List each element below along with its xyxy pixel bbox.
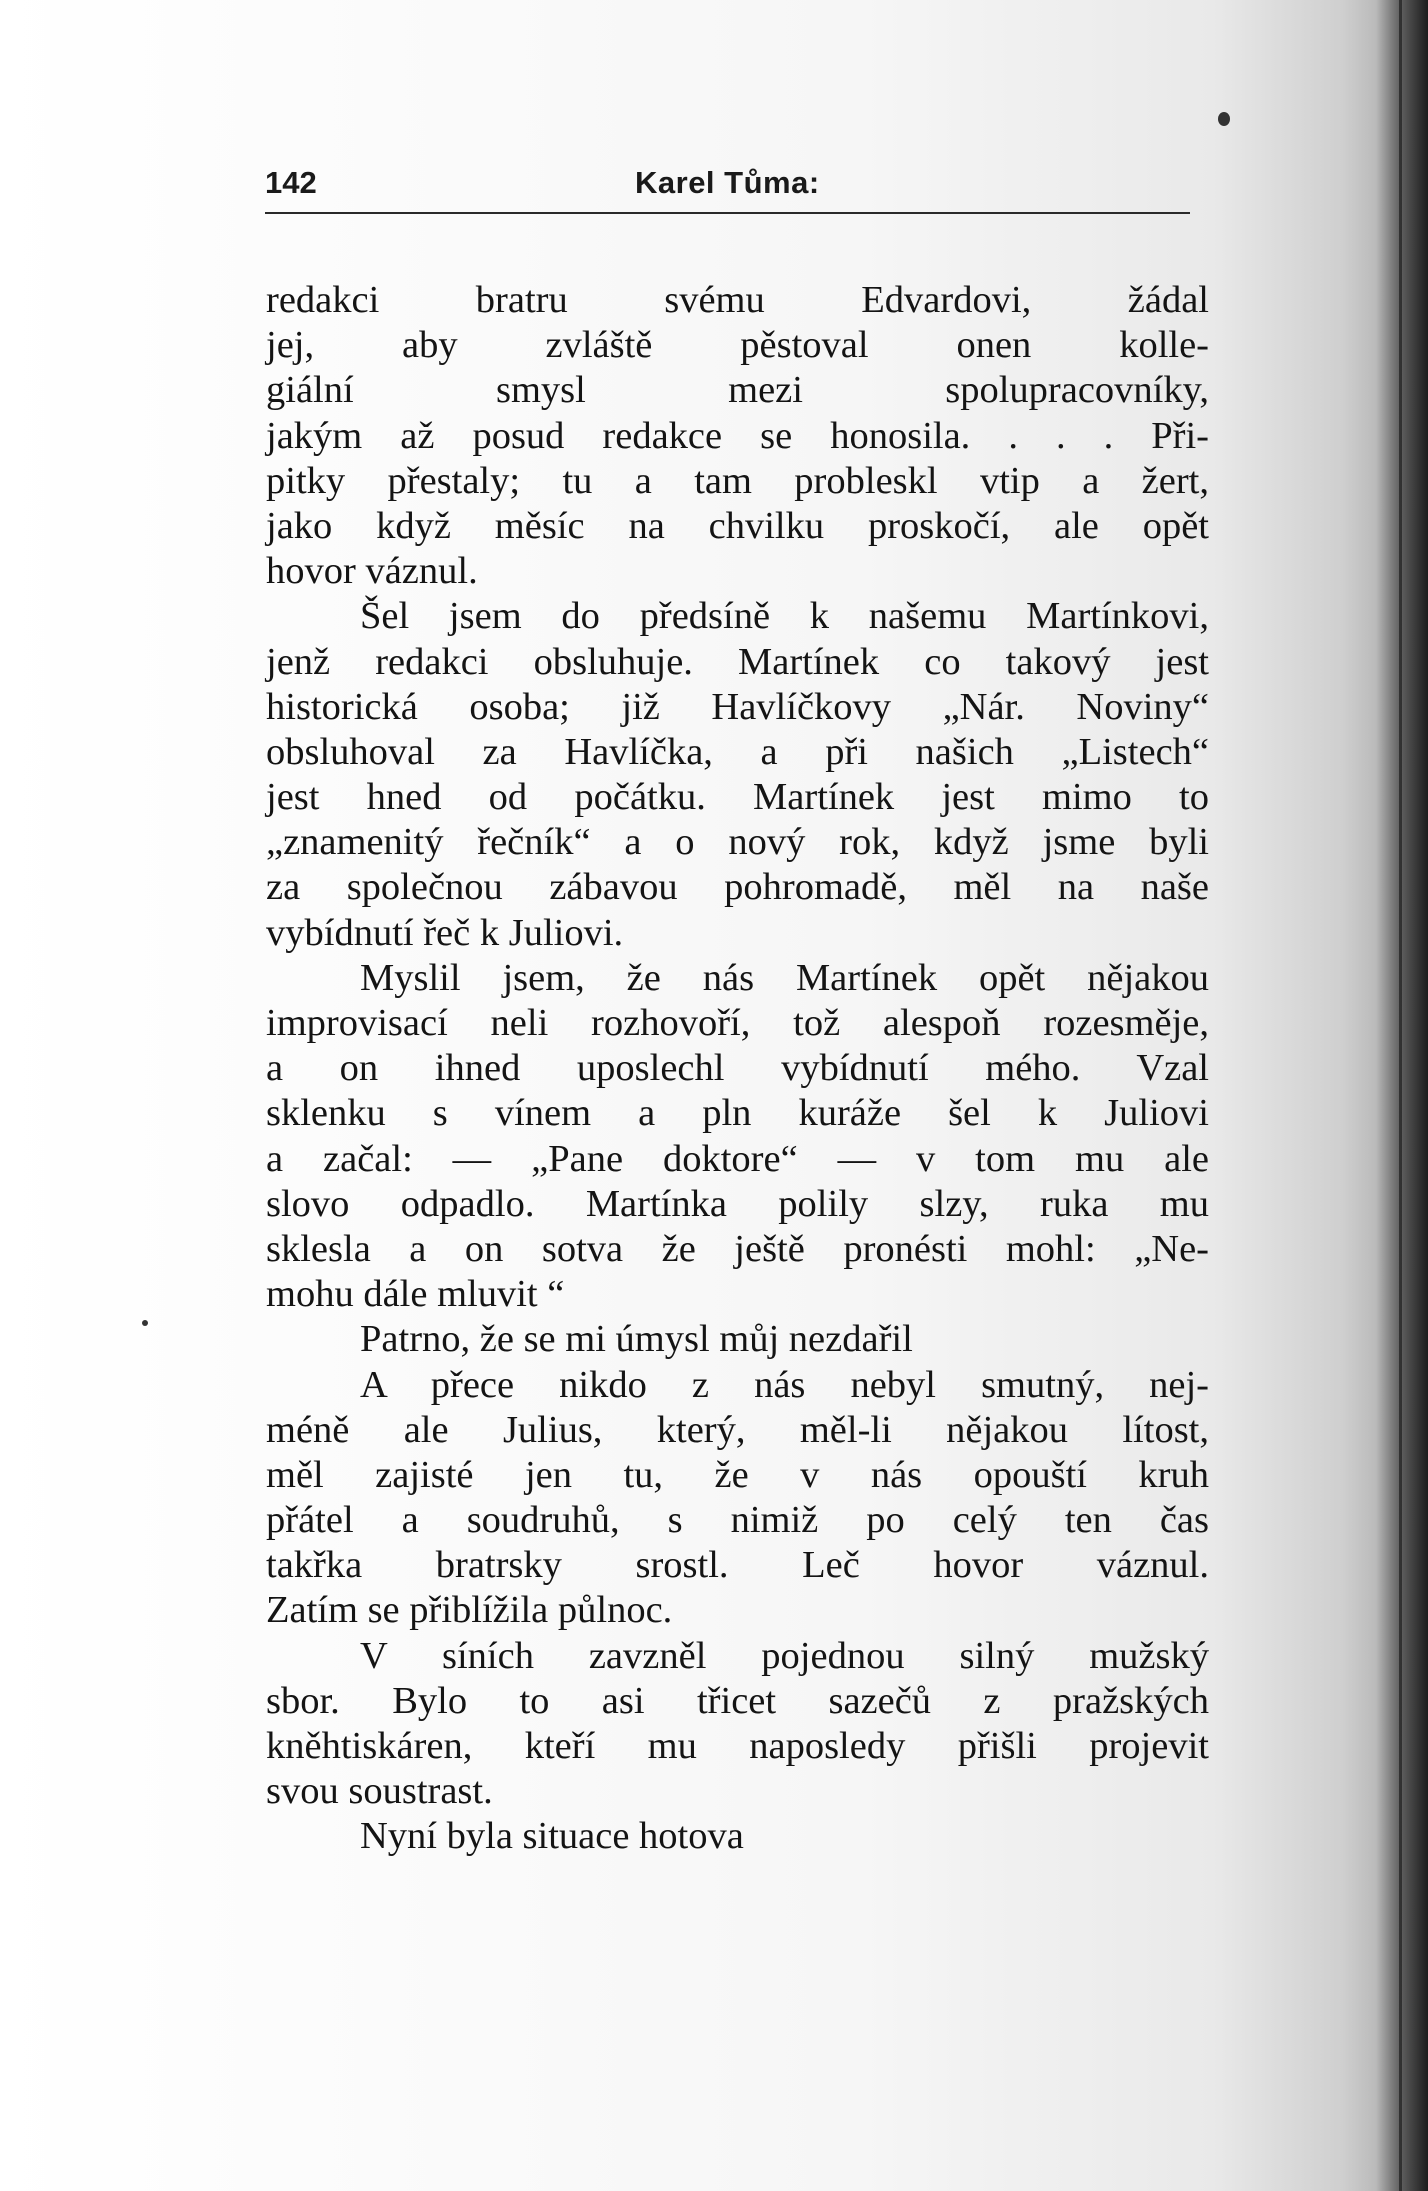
running-header (265, 165, 1190, 215)
text-line: přátel a soudruhů, s nimiž po celý ten čas (266, 1499, 1209, 1542)
text-line: improvisací neli rozhovoří, tož alespoň rozesměje, (266, 1002, 1209, 1044)
text-line: giální smysl mezi spolupracovníky, (266, 369, 1209, 412)
text-line: jako když měsíc na chvilku proskočí, ale opět (266, 504, 1209, 547)
running-title: Karel Tůma: (635, 165, 820, 200)
text-line: V síních zavzněl pojednou silný mužský (360, 1634, 1209, 1677)
text-line: mohu dále mluvit “ (266, 1273, 565, 1316)
text-line: Patrno, že se mi úmysl můj nezdařil (360, 1318, 913, 1361)
text-line: historická osoba; již Havlíčkovy „Nár. Noviny“ (266, 685, 1209, 728)
text-line: méně ale Julius, který, měl-li nějakou lítost, (266, 1408, 1209, 1451)
text-line: jakým až posud redakce se honosila. . . . Při- (266, 414, 1209, 457)
print-speck (1218, 112, 1230, 126)
text-line: Zatím se přiblížila půlnoc. (266, 1589, 673, 1632)
text-line: vybídnutí řeč k Juliovi. (266, 911, 624, 954)
text-line: a on ihned uposlechl vybídnutí mého. Vzal (266, 1047, 1209, 1090)
text-line: redakci bratru svému Edvardovi, žádal (266, 279, 1209, 321)
text-line: Šel jsem do předsíně k našemu Martínkovi, (360, 595, 1209, 638)
text-line: „znamenitý řečník“ a o nový rok, když jsme byli (266, 821, 1209, 864)
text-line: Myslil jsem, že nás Martínek opět nějakou (360, 956, 1209, 999)
text-line: sbor. Bylo to asi třicet sazečů z pražských (266, 1679, 1209, 1722)
text-line: kněhtiskáren, kteří mu naposledy přišli projevit (266, 1725, 1209, 1767)
text-line: za společnou zábavou pohromadě, měl na naše (266, 866, 1209, 909)
text-line: a začal: — „Pane doktore“ — v tom mu ale (266, 1137, 1209, 1180)
binding-shadow (1376, 0, 1428, 2191)
text-line: obsluhoval za Havlíčka, a při našich „Listech“ (266, 730, 1209, 773)
text-line: slovo odpadlo. Martínka polily slzy, ruka mu (266, 1182, 1209, 1225)
text-line: sklesla a on sotva že ještě pronésti mohl: „Ne- (266, 1227, 1209, 1270)
text-line: měl zajisté jen tu, že v nás opouští kruh (266, 1453, 1209, 1496)
binding-edge (1399, 0, 1402, 2191)
text-line: Nyní byla situace hotova (360, 1815, 744, 1858)
text-line: takřka bratrsky srostl. Leč hovor váznul. (266, 1544, 1209, 1587)
text-line: jej, aby zvláště pěstoval onen kolle- (266, 324, 1209, 367)
text-line: A přece nikdo z nás nebyl smutný, nej- (360, 1363, 1209, 1406)
text-line: hovor váznul. (266, 550, 478, 593)
print-speck (142, 1320, 148, 1326)
page-number: 142 (265, 165, 317, 200)
text-line: svou soustrast. (266, 1770, 493, 1813)
text-line: jenž redakci obsluhuje. Martínek co takový jest (266, 640, 1209, 683)
text-line: pitky přestaly; tu a tam probleskl vtip a žert, (266, 459, 1209, 502)
text-line: jest hned od počátku. Martínek jest mimo to (266, 776, 1209, 819)
header-rule (265, 212, 1190, 214)
text-line: sklenku s vínem a pln kuráže šel k Juliovi (266, 1092, 1209, 1135)
body-text (266, 278, 1209, 1860)
